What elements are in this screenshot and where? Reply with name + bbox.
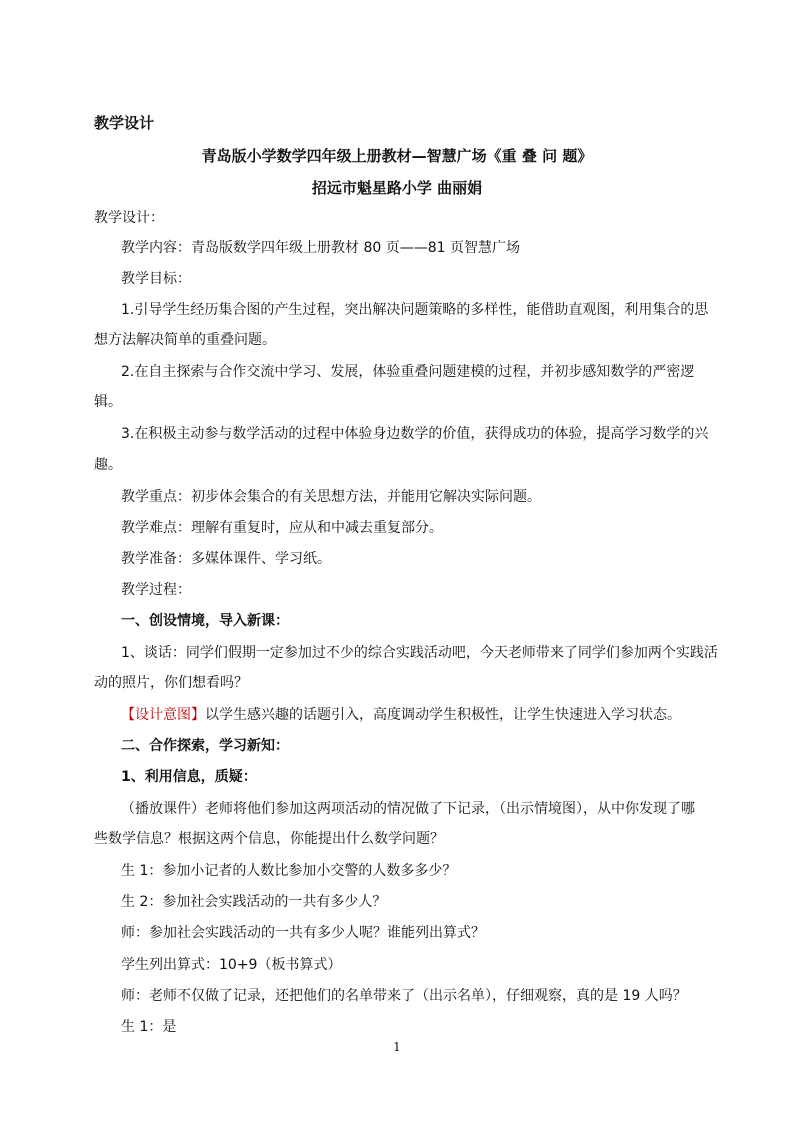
play-line2: 些数学信息？根据这两个信息，你能提出什么数学问题？ <box>94 831 444 847</box>
design-intent <box>121 705 681 725</box>
key-points: 教学重点：初步体会集合的有关思想方法，并能用它解决实际问题。 <box>121 489 541 505</box>
play-line1: （播放课件）老师将他们参加这两项活动的情况做了下记录，（出示情境图），从中你发现了哪 <box>121 801 695 817</box>
goal3-line2: 趣。 <box>94 457 122 473</box>
design-intent-tag: 【设计意图】 <box>121 707 205 723</box>
doc-label: 教学设计 <box>94 114 155 132</box>
difficulty-points: 教学难点：理解有重复时，应从和中减去重复部分。 <box>121 520 443 536</box>
page-number: 1 <box>393 1040 401 1054</box>
preparation: 教学准备：多媒体课件、学习纸。 <box>121 551 331 567</box>
goal1-line2: 想方法解决简单的重叠问题。 <box>94 332 276 348</box>
goal3-line1: 3.在积极主动参与数学活动的过程中体验身边数学的价值，获得成功的体验，提高学习数学的兴 <box>121 426 709 442</box>
talk-line1: 1、谈话：同学们假期一定参加过不少的综合实践活动吧，今天老师带来了同学们参加两个实践活 <box>121 645 718 661</box>
doc-author: 招远市魁星路小学 曲丽娟 <box>311 179 483 197</box>
student-calculation: 学生列出算式：10+9（板书算式） <box>121 957 342 973</box>
goals-label: 教学目标： <box>121 271 191 287</box>
talk-line2: 动的照片，你们想看吗？ <box>94 675 248 691</box>
student1-answer: 生 1：是 <box>121 1019 177 1035</box>
doc-title: 青岛版小学数学四年级上册教材—智慧广场《重 叠 问 题》 <box>201 147 593 165</box>
section-label: 教学设计： <box>94 210 164 226</box>
content-paragraph: 教学内容：青岛版数学四年级上册教材 80 页——81 页智慧广场 <box>121 240 520 256</box>
process-label: 教学过程： <box>121 582 191 598</box>
goal2-line1: 2.在自主探索与合作交流中学习、发展，体验重叠问题建模的过程，并初步感知数学的严密逻 <box>121 364 695 380</box>
goal2-line2: 辑。 <box>94 394 122 410</box>
teacher-list: 师：老师不仅做了记录，还把他们的名单带来了（出示名单），仔细观察，真的是 19 人吗？ <box>121 988 687 1004</box>
student2-question: 生 2：参加社会实践活动的一共有多少人？ <box>121 894 387 910</box>
sub1-heading: 1、利用信息，质疑： <box>121 769 257 785</box>
design-intent-text: 以学生感兴趣的话题引入，高度调动学生积极性，让学生快速进入学习状态。 <box>205 707 681 723</box>
part1-heading: 一、创设情境，导入新课： <box>121 613 289 629</box>
teacher-question: 师：参加社会实践活动的一共有多少人呢？谁能列出算式？ <box>121 925 485 941</box>
part2-heading: 二、合作探索，学习新知： <box>121 738 289 754</box>
student1-question: 生 1：参加小记者的人数比参加小交警的人数多多少？ <box>121 863 457 879</box>
goal1-line1: 1.引导学生经历集合图的产生过程，突出解决问题策略的多样性，能借助直观图，利用集合的思 <box>121 302 709 318</box>
